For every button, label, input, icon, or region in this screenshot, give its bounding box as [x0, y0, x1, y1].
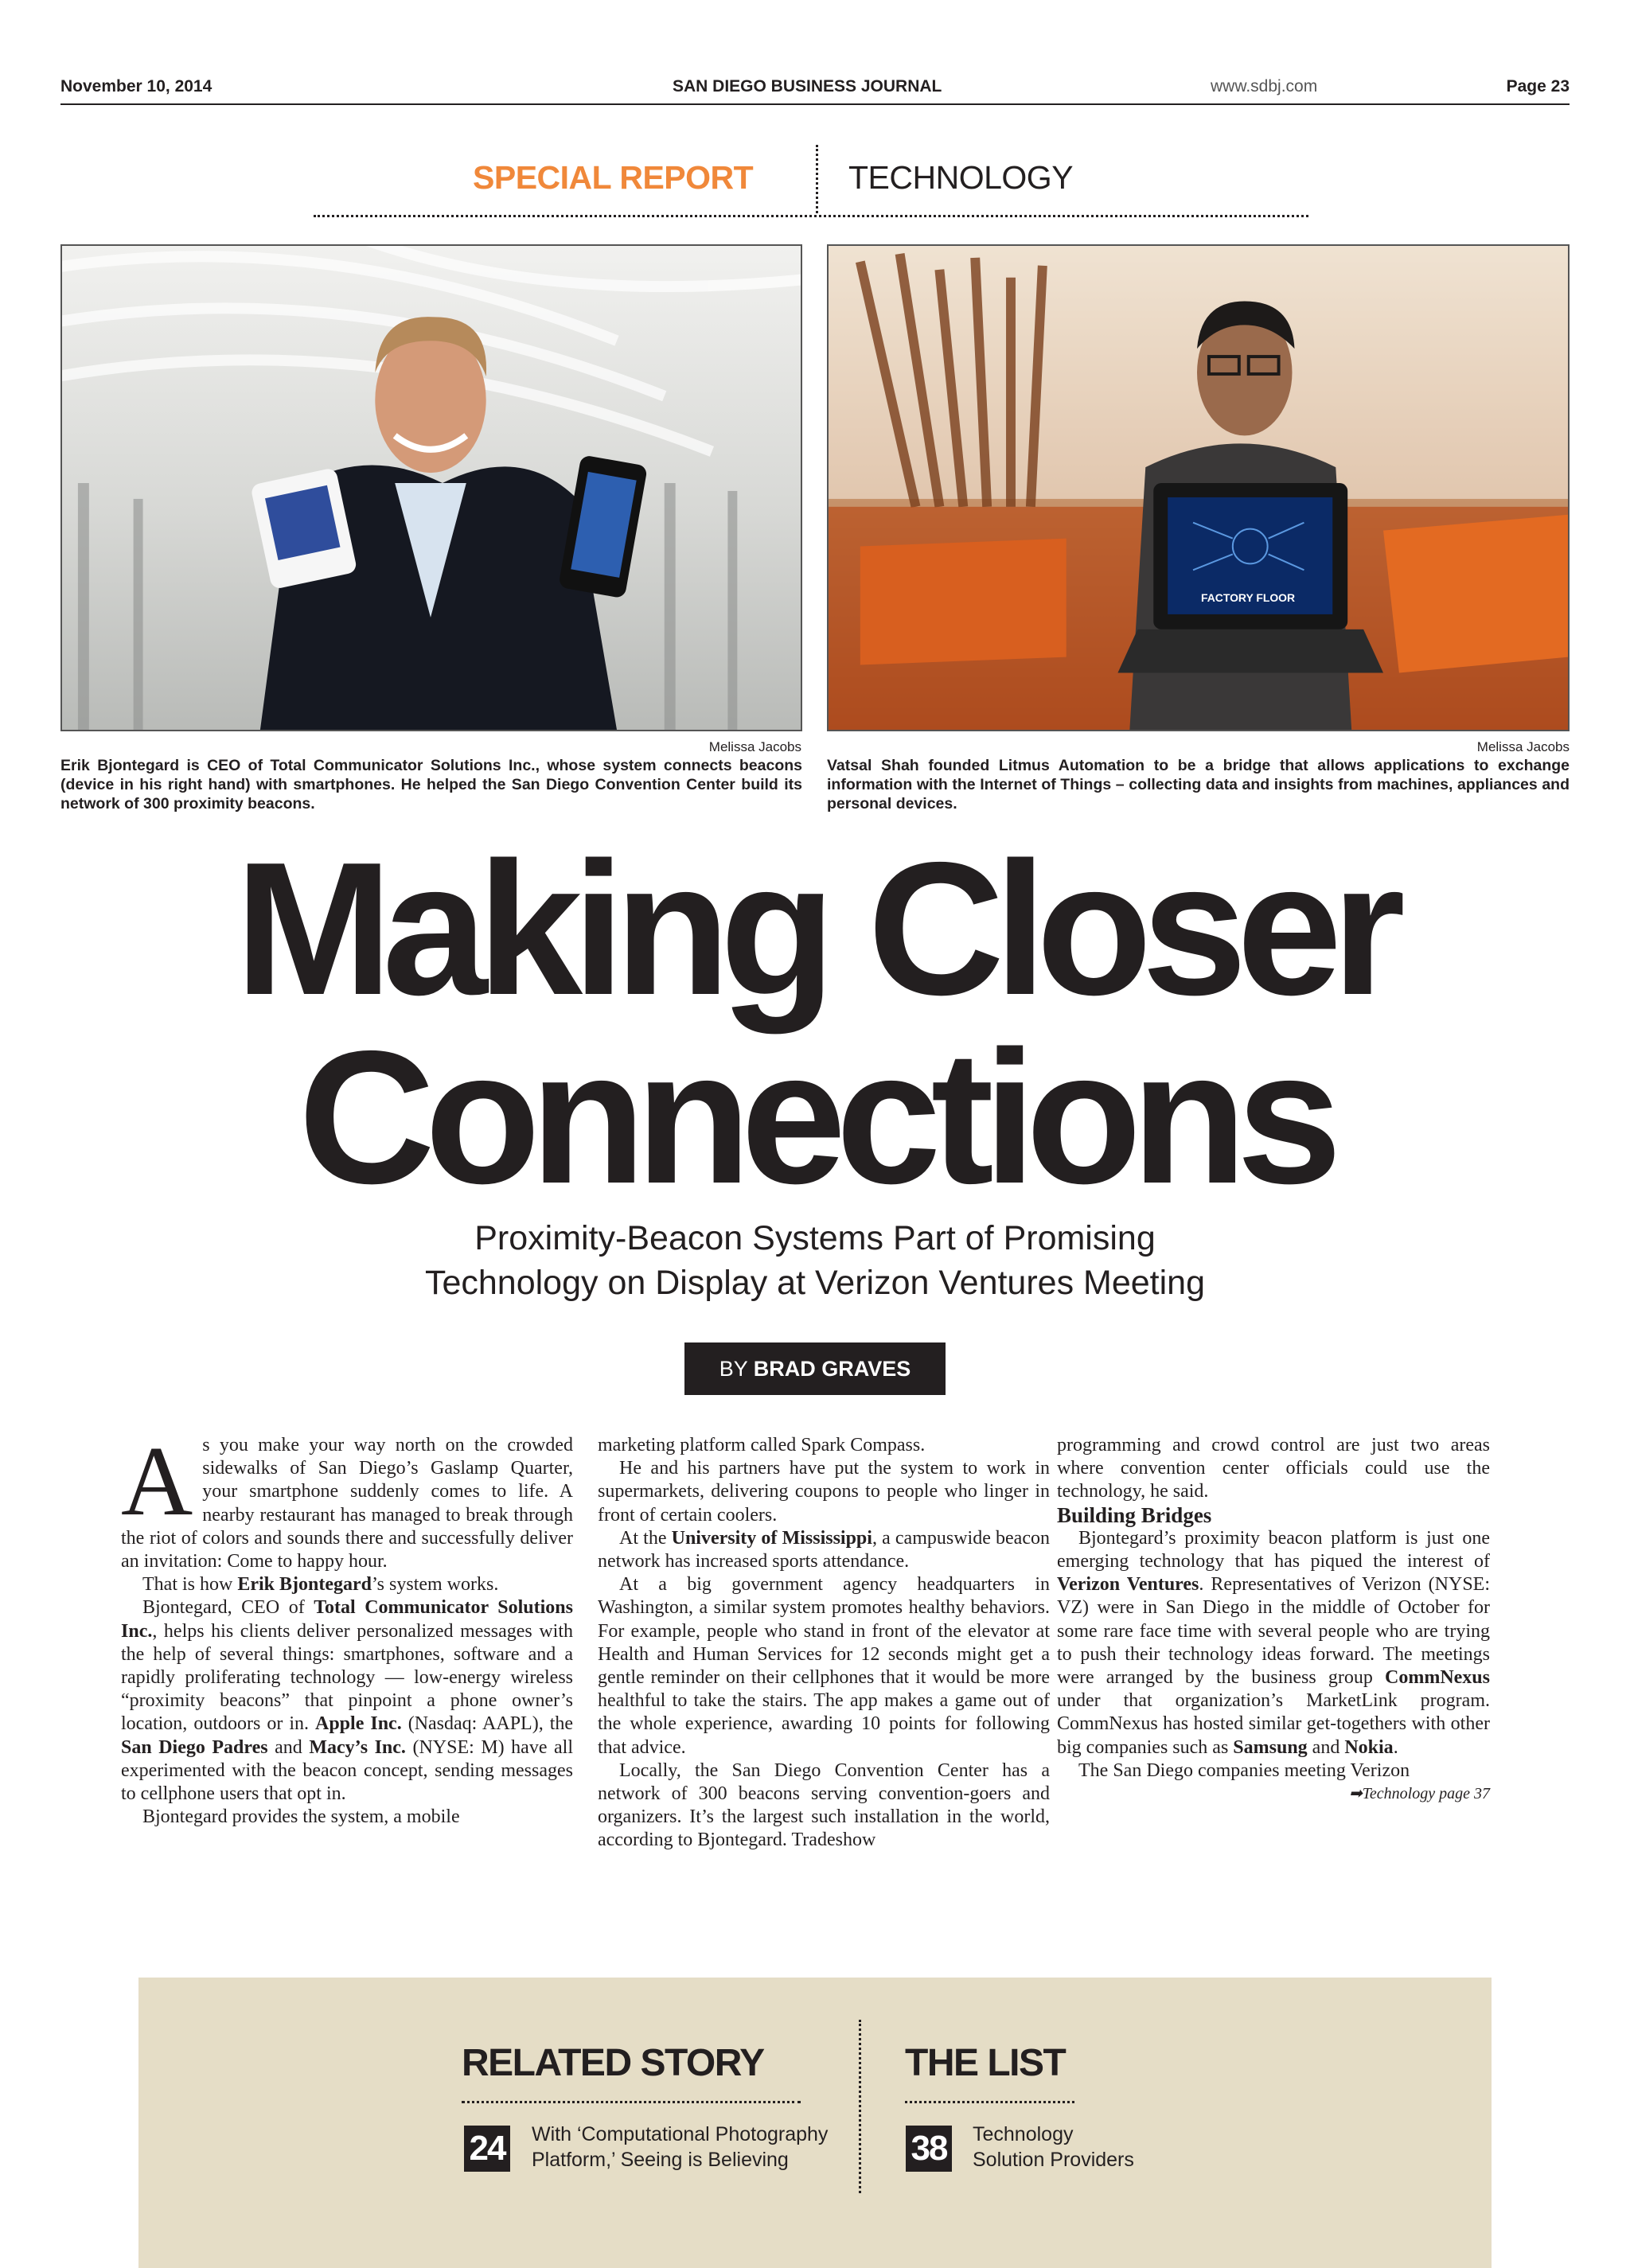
special-report-label: SPECIAL REPORT	[473, 159, 754, 196]
photo-credit: Melissa Jacobs	[708, 739, 801, 754]
photo-illustration	[829, 246, 1568, 730]
the-list-title: THE LIST	[905, 2042, 1066, 2084]
related-story-line: With ‘Computational Photography	[532, 2123, 829, 2145]
related-story-line: Platform,’ Seeing is Believing	[532, 2149, 789, 2171]
publication-name: SAN DIEGO BUSINESS JOURNAL	[673, 77, 942, 95]
article-paragraph: The San Diego companies meeting Verizon	[1078, 1759, 1410, 1781]
jump-text: Technology page 37	[1362, 1785, 1490, 1803]
arrow-right-icon: ➡	[1348, 1785, 1363, 1803]
article-column-3	[1057, 1434, 1490, 1806]
article-paragraph: As you make your way north on the crowded sidewalks of San Diego’s Gaslamp Quarter, your smartphone suddenly comes to life. A nearby restaurant has managed to break through the riot of colors and sounds there and successfully deliver an invitation: Come to happy hour.	[121, 1427, 573, 1572]
the-list-rule	[905, 2101, 1074, 2103]
byline	[684, 1342, 946, 1395]
the-list-line: Technology	[973, 2123, 1074, 2145]
photo-illustration	[62, 246, 801, 730]
header-rule	[60, 103, 1570, 105]
section-divider	[816, 145, 818, 213]
article-subhead: Building Bridges	[1057, 1502, 1212, 1527]
article-column-2	[598, 1434, 1050, 1853]
photo-credit: Melissa Jacobs	[1476, 739, 1570, 754]
photo-vatsal-shah	[827, 244, 1570, 731]
article-paragraph: marketing platform called Spark Compass.	[598, 1435, 926, 1455]
photo-erik-bjontegard	[60, 244, 802, 731]
publication-url[interactable]: www.sdbj.com	[1211, 77, 1318, 95]
jump-line[interactable]	[1057, 1783, 1490, 1806]
article-paragraph: Bjontegard’s proximity beacon platform is just one emerging technology that has piqued the interest of Verizon Ventures. Representatives of Verizon (NYSE: VZ) were in San Diego in the middle of October for some rare face time with several people who are trying to push their technology ideas forward. The meetings were arranged by the business group CommNexus under that organization’s MarketLink program. CommNexus has hosted similar get-togethers with other big companies such as Samsung and Nokia.	[1057, 1527, 1490, 1758]
article-paragraph: Bjontegard, CEO of Total Communicator Solutions Inc., helps his clients deliver personalized messages with the help of several things: smartphones, software and a rapidly proliferating technology — low-energy wireless “proximity beacons” that pinpoint a phone owner’s location, outdoors or in. Apple Inc. (Nasdaq: AAPL), the San Diego Padres and Macy’s Inc. (NYSE: M) have all experimented with the beacon concept, sending messages to cellphone users that opt in.	[121, 1597, 574, 1805]
section-topic: TECHNOLOGY	[848, 159, 1074, 196]
photo-caption: Erik Bjontegard is CEO of Total Communicator Solutions Inc., whose system connects beacons (device in his right hand) with smartphones. He helped the San Diego Convention Center build its network of 300 proximity beacons.	[60, 757, 802, 813]
byline-prefix: BY	[719, 1357, 748, 1381]
issue-date: November 10, 2014	[60, 77, 213, 95]
article-paragraph: At a big government agency headquarters in Washington, a similar system promotes healthy behaviors. For example, people who stand in front of the elevator at Health and Human Services for 12 seconds might get a gentle reminder on their cellphones that it would be more healthful to take the stairs. The app makes a game out of the whole experience, awarding 10 points for following that advice.	[598, 1574, 1050, 1758]
laptop-screen-text: FACTORY FLOOR	[1200, 591, 1296, 605]
deck-line-2: Technology on Display at Verizon Ventures Meeting	[424, 1264, 1206, 1302]
article-paragraph: He and his partners have put the system to work in supermarkets, delivering coupons to people who linger in front of certain coolers.	[598, 1458, 1050, 1526]
byline-author: BRAD GRAVES	[753, 1357, 911, 1381]
drop-cap: A	[121, 1427, 193, 1537]
the-list-page-number[interactable]: 38	[906, 2126, 952, 2172]
section-rule	[314, 215, 1308, 217]
headline-line-2: Connections	[298, 1012, 1332, 1223]
page-number: Page 23	[1506, 77, 1570, 95]
the-list-line: Solution Providers	[973, 2149, 1134, 2171]
deck-line-1: Proximity-Beacon Systems Part of Promising	[474, 1219, 1156, 1257]
headline-line-1: Making Closer	[235, 824, 1395, 1035]
related-story-title: RELATED STORY	[462, 2042, 764, 2084]
related-story-rule	[462, 2101, 801, 2103]
article-paragraph: That is how Erik Bjontegard’s system works.	[142, 1574, 499, 1596]
article-paragraph: Locally, the San Diego Convention Center has a network of 300 beacons serving convention-goers and organizers. It’s the largest such installation in the world, according to Bjontegard. Tradeshow	[598, 1759, 1050, 1851]
article-paragraph: At the University of Mississippi, a campuswide beacon network has increased sports attendance.	[598, 1527, 1050, 1572]
article-column-1	[121, 1427, 574, 1829]
article-paragraph: programming and crowd control are just two areas where convention center officials could use the technology, he said.	[1057, 1435, 1490, 1502]
promo-divider	[859, 2020, 861, 2193]
photo-caption: Vatsal Shah founded Litmus Automation to be a bridge that allows applications to exchange information with the Internet of Things – collecting data and insights from machines, appliances and personal devices.	[827, 757, 1570, 813]
related-story-page-number[interactable]: 24	[464, 2126, 510, 2172]
related-story-link[interactable]	[532, 2122, 828, 2173]
article-paragraph: Bjontegard provides the system, a mobile	[142, 1806, 460, 1828]
the-list-link[interactable]	[973, 2122, 1134, 2173]
